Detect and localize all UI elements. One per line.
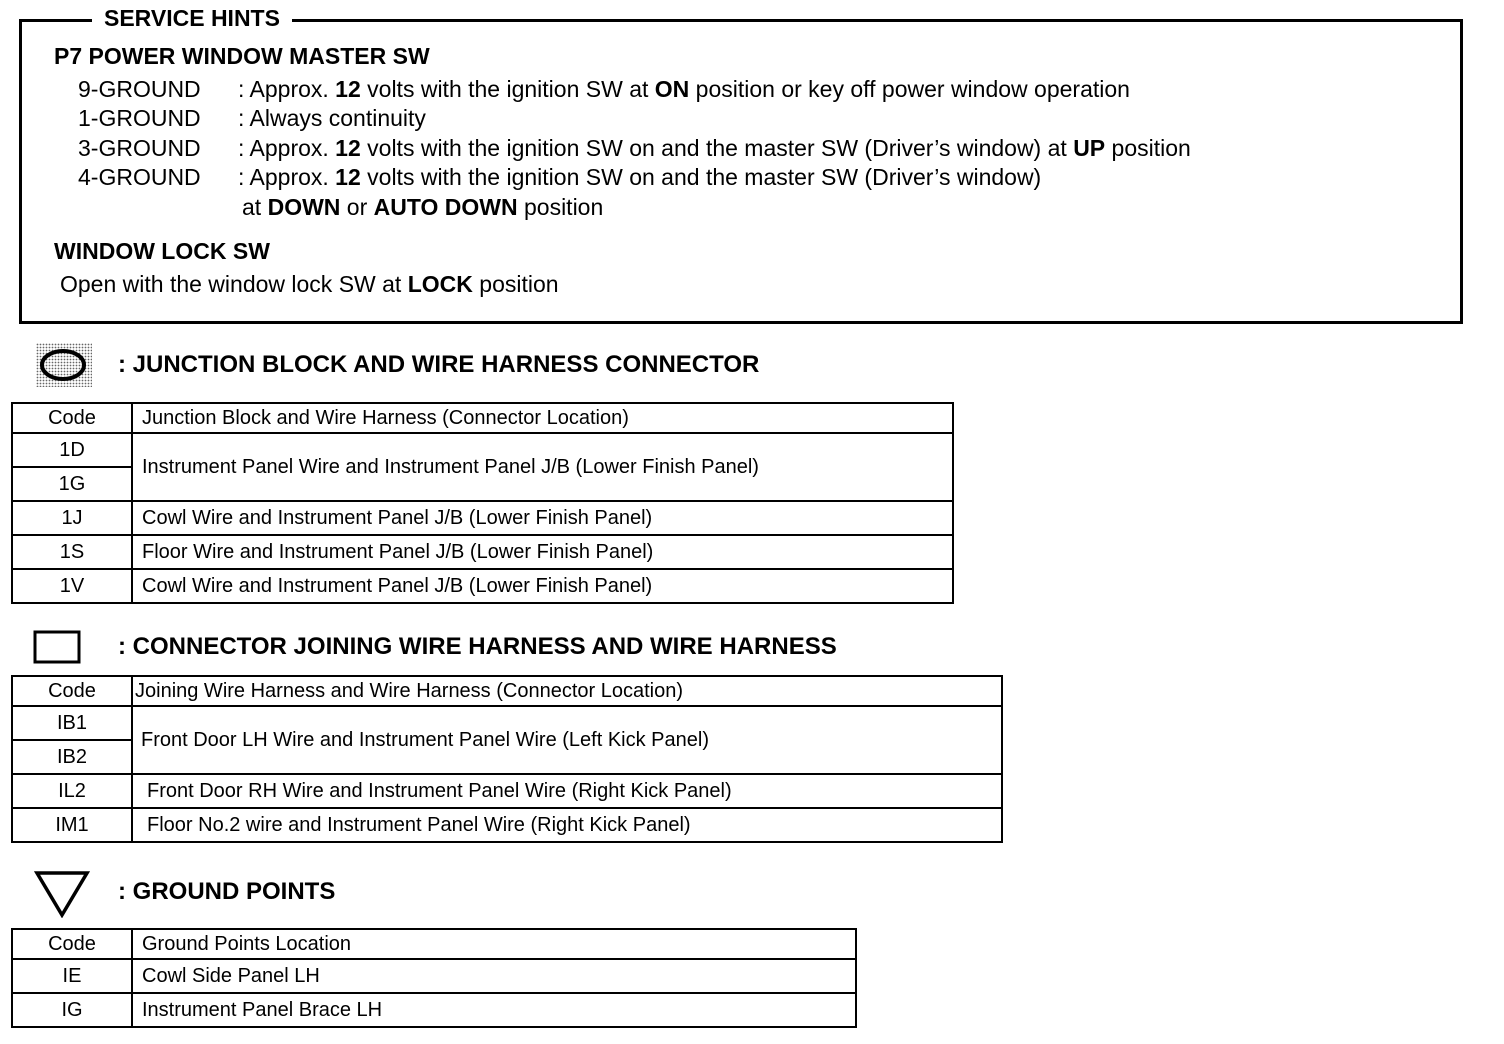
junction-block-icon [36, 343, 92, 387]
code-cell: 1S [12, 535, 132, 569]
hint-line-1-ground: 1-GROUND : Always continuity [78, 105, 426, 131]
code-cell: 1J [12, 501, 132, 535]
connector-square-icon [33, 630, 81, 664]
hint-line-4-ground-continuation: at DOWN or AUTO DOWN position [242, 194, 604, 220]
col-desc-header: Junction Block and Wire Harness (Connector Location) [132, 403, 953, 433]
desc-cell: Instrument Panel Brace LH [132, 993, 856, 1027]
desc-cell: Cowl Wire and Instrument Panel J/B (Lower Finish Panel) [132, 501, 953, 535]
code-cell: IG [12, 993, 132, 1027]
desc-cell: Front Door RH Wire and Instrument Panel Wire (Right Kick Panel) [132, 774, 1002, 808]
window-lock-sw-heading: WINDOW LOCK SW [54, 238, 270, 264]
desc-cell: Front Door LH Wire and Instrument Panel Wire (Left Kick Panel) [132, 706, 1002, 774]
code-cell: IL2 [12, 774, 132, 808]
code-cell: 1G [12, 467, 132, 501]
ground-triangle-icon [34, 870, 90, 918]
desc-cell: Floor Wire and Instrument Panel J/B (Lower Finish Panel) [132, 535, 953, 569]
col-desc-header: Ground Points Location [132, 929, 856, 959]
table-row [12, 569, 953, 603]
desc-cell: Instrument Panel Wire and Instrument Panel J/B (Lower Finish Panel) [132, 433, 953, 501]
table-row [12, 706, 1002, 740]
table-row [12, 774, 1002, 808]
col-code-header: Code [12, 403, 132, 433]
code-cell: 1D [12, 433, 132, 467]
code-cell: IB1 [12, 706, 132, 740]
col-code-header: Code [12, 929, 132, 959]
hint-line-4-ground: 4-GROUND : Approx. 12 volts with the ignition SW on and the master SW (Driver’s window) [78, 164, 1042, 190]
power-window-master-sw-heading: P7 POWER WINDOW MASTER SW [54, 43, 430, 69]
junction-block-header: : JUNCTION BLOCK AND WIRE HARNESS CONNECTOR [118, 351, 760, 378]
col-desc-header: Joining Wire Harness and Wire Harness (Connector Location) [132, 676, 1002, 706]
ground-points-table [11, 928, 857, 1028]
code-cell: IE [12, 959, 132, 993]
hint-line-9-ground: 9-GROUND : Approx. 12 volts with the ignition SW at ON position or key off power window operation [78, 76, 1130, 102]
service-hints-title: SERVICE HINTS [92, 5, 292, 31]
table-row [12, 993, 856, 1027]
table-row [12, 535, 953, 569]
table-header-row [12, 929, 856, 959]
col-code-header: Code [12, 676, 132, 706]
table-row [12, 501, 953, 535]
code-cell: IM1 [12, 808, 132, 842]
code-cell: 1V [12, 569, 132, 603]
hint-line-3-ground: 3-GROUND : Approx. 12 volts with the ignition SW on and the master SW (Driver’s window) at UP position [78, 135, 1191, 161]
window-lock-line: Open with the window lock SW at LOCK position [60, 271, 559, 297]
desc-cell: Floor No.2 wire and Instrument Panel Wire (Right Kick Panel) [132, 808, 1002, 842]
table-row [12, 959, 856, 993]
ground-points-header: : GROUND POINTS [118, 878, 336, 905]
desc-cell: Cowl Wire and Instrument Panel J/B (Lower Finish Panel) [132, 569, 953, 603]
table-header-row [12, 403, 953, 433]
table-row [12, 433, 953, 467]
junction-block-table [11, 402, 954, 604]
table-row [12, 808, 1002, 842]
connector-table [11, 675, 1003, 843]
desc-cell: Cowl Side Panel LH [132, 959, 856, 993]
connector-header: : CONNECTOR JOINING WIRE HARNESS AND WIRE HARNESS [118, 633, 837, 660]
code-cell: IB2 [12, 740, 132, 774]
table-header-row [12, 676, 1002, 706]
